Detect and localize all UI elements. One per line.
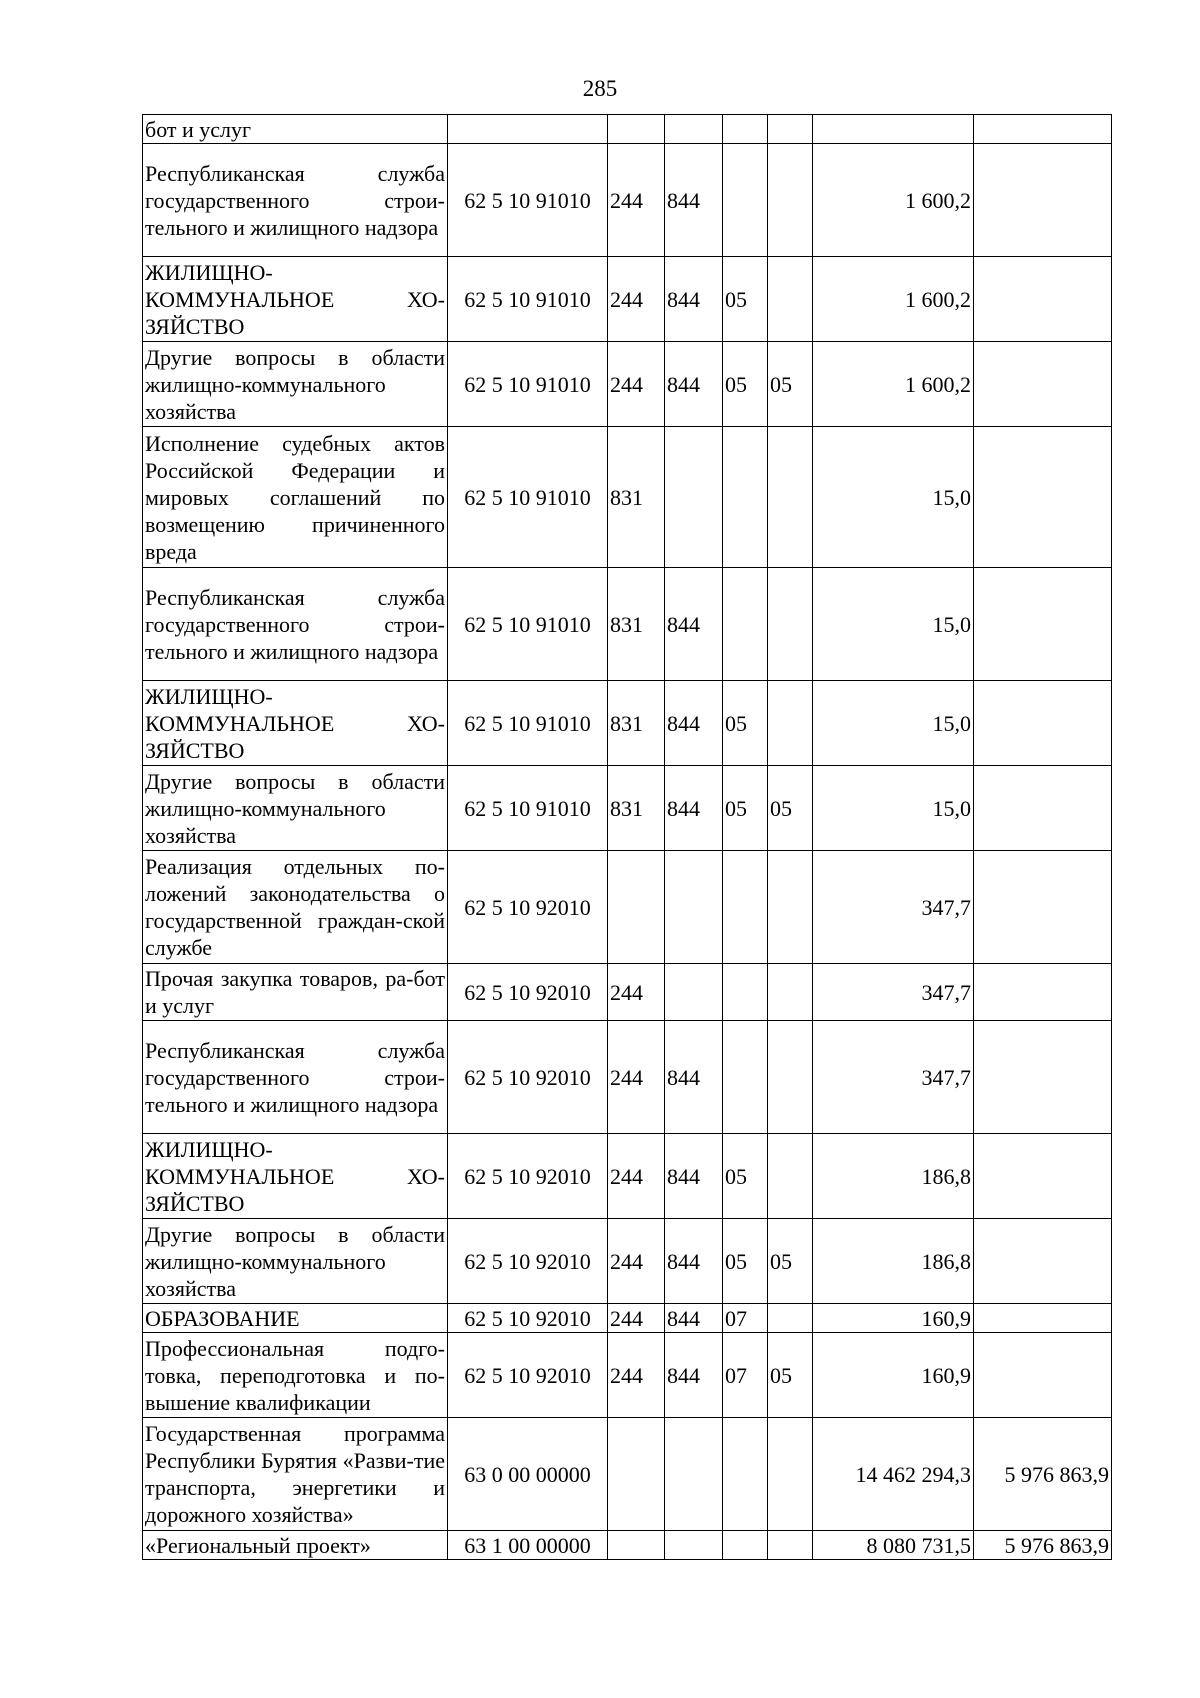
target-article-code-cell: 62 5 10 91010 — [448, 568, 608, 681]
section-code-cell: 07 — [723, 1333, 768, 1418]
amount-cell: 347,7 — [813, 1021, 974, 1134]
target-article-code-cell: 62 5 10 92010 — [448, 851, 608, 964]
expense-type-cell — [608, 1418, 665, 1531]
federal-amount-cell: 5 976 863,9 — [974, 1531, 1112, 1560]
federal-amount-cell — [974, 1134, 1112, 1219]
target-article-code-cell: 62 5 10 91010 — [448, 766, 608, 851]
expense-type-cell — [608, 1531, 665, 1560]
grbs-code-cell: 844 — [665, 1134, 723, 1219]
table-row — [143, 1531, 1112, 1560]
row-name-cell: Другие вопросы в области жилищно-коммунального хозяйства — [143, 342, 448, 427]
table-row — [143, 1304, 1112, 1333]
table-row — [143, 681, 1112, 766]
target-article-code-cell: 62 5 10 91010 — [448, 681, 608, 766]
row-name-cell: Прочая закупка товаров, ра-бот и услуг — [143, 964, 448, 1021]
target-article-code-cell: 62 5 10 92010 — [448, 964, 608, 1021]
federal-amount-cell — [974, 1304, 1112, 1333]
budget-table-body — [143, 115, 1112, 1560]
expense-type-cell: 831 — [608, 427, 665, 568]
section-code-cell — [723, 964, 768, 1021]
grbs-code-cell — [665, 115, 723, 144]
subsection-code-cell — [768, 851, 813, 964]
amount-cell: 160,9 — [813, 1304, 974, 1333]
section-code-cell: 05 — [723, 766, 768, 851]
expense-type-cell: 244 — [608, 1219, 665, 1304]
amount-cell: 160,9 — [813, 1333, 974, 1418]
table-row — [143, 342, 1112, 427]
row-name-cell: Профессиональная подго-товка, переподготовка и по-вышение квалификации — [143, 1333, 448, 1418]
amount-cell: 347,7 — [813, 964, 974, 1021]
row-name-cell: ОБРАЗОВАНИЕ — [143, 1304, 448, 1333]
budget-table — [142, 114, 1112, 1560]
amount-cell: 1 600,2 — [813, 342, 974, 427]
table-row — [143, 851, 1112, 964]
federal-amount-cell — [974, 342, 1112, 427]
grbs-code-cell: 844 — [665, 257, 723, 342]
target-article-code-cell: 62 5 10 92010 — [448, 1304, 608, 1333]
federal-amount-cell — [974, 766, 1112, 851]
federal-amount-cell — [974, 427, 1112, 568]
grbs-code-cell: 844 — [665, 342, 723, 427]
target-article-code-cell: 62 5 10 92010 — [448, 1333, 608, 1418]
grbs-code-cell: 844 — [665, 1333, 723, 1418]
amount-cell: 186,8 — [813, 1219, 974, 1304]
section-code-cell: 05 — [723, 681, 768, 766]
subsection-code-cell — [768, 1134, 813, 1219]
row-name-cell: Исполнение судебных актов Российской Федерации и мировых соглашений по возмещению причиненного вреда — [143, 427, 448, 568]
expense-type-cell: 244 — [608, 342, 665, 427]
grbs-code-cell: 844 — [665, 1219, 723, 1304]
federal-amount-cell — [974, 568, 1112, 681]
target-article-code-cell: 63 1 00 00000 — [448, 1531, 608, 1560]
row-name-cell: «Региональный проект» — [143, 1531, 448, 1560]
subsection-code-cell — [768, 144, 813, 257]
table-row — [143, 568, 1112, 681]
subsection-code-cell: 05 — [768, 1219, 813, 1304]
expense-type-cell: 244 — [608, 1021, 665, 1134]
row-name-cell: бот и услуг — [143, 115, 448, 144]
amount-cell: 186,8 — [813, 1134, 974, 1219]
row-name-cell: Реализация отдельных по-ложений законодательства о государственной граждан-ской службе — [143, 851, 448, 964]
federal-amount-cell — [974, 851, 1112, 964]
federal-amount-cell — [974, 115, 1112, 144]
grbs-code-cell: 844 — [665, 144, 723, 257]
target-article-code-cell: 62 5 10 91010 — [448, 342, 608, 427]
section-code-cell: 05 — [723, 257, 768, 342]
target-article-code-cell: 62 5 10 91010 — [448, 257, 608, 342]
row-name-cell: Республиканская служба государственного строи-тельного и жилищного надзора — [143, 144, 448, 257]
amount-cell: 1 600,2 — [813, 144, 974, 257]
table-row — [143, 427, 1112, 568]
section-code-cell: 05 — [723, 342, 768, 427]
row-name-cell: Республиканская служба государственного строи-тельного и жилищного надзора — [143, 568, 448, 681]
target-article-code-cell: 62 5 10 92010 — [448, 1134, 608, 1219]
federal-amount-cell — [974, 1333, 1112, 1418]
federal-amount-cell — [974, 1021, 1112, 1134]
grbs-code-cell: 844 — [665, 766, 723, 851]
subsection-code-cell — [768, 1304, 813, 1333]
section-code-cell — [723, 1531, 768, 1560]
grbs-code-cell: 844 — [665, 568, 723, 681]
section-code-cell: 07 — [723, 1304, 768, 1333]
federal-amount-cell — [974, 257, 1112, 342]
table-row — [143, 257, 1112, 342]
amount-cell — [813, 115, 974, 144]
subsection-code-cell — [768, 1531, 813, 1560]
expense-type-cell: 244 — [608, 257, 665, 342]
subsection-code-cell — [768, 568, 813, 681]
subsection-code-cell — [768, 427, 813, 568]
federal-amount-cell — [974, 1219, 1112, 1304]
amount-cell: 1 600,2 — [813, 257, 974, 342]
table-row — [143, 766, 1112, 851]
subsection-code-cell — [768, 1418, 813, 1531]
section-code-cell — [723, 851, 768, 964]
amount-cell: 347,7 — [813, 851, 974, 964]
row-name-cell: Другие вопросы в области жилищно-коммунального хозяйства — [143, 1219, 448, 1304]
row-name-cell: Государственная программа Республики Бурятия «Разви-тие транспорта, энергетики и дорожного хозяйства» — [143, 1418, 448, 1531]
grbs-code-cell: 844 — [665, 1304, 723, 1333]
section-code-cell — [723, 1021, 768, 1134]
expense-type-cell — [608, 851, 665, 964]
row-name-cell: ЖИЛИЩНО-КОММУНАЛЬНОЕ ХО-ЗЯЙСТВО — [143, 1134, 448, 1219]
section-code-cell — [723, 568, 768, 681]
amount-cell: 15,0 — [813, 427, 974, 568]
row-name-cell: Республиканская служба государственного строи-тельного и жилищного надзора — [143, 1021, 448, 1134]
section-code-cell — [723, 427, 768, 568]
grbs-code-cell — [665, 1531, 723, 1560]
expense-type-cell: 831 — [608, 568, 665, 681]
row-name-cell: ЖИЛИЩНО-КОММУНАЛЬНОЕ ХО-ЗЯЙСТВО — [143, 681, 448, 766]
expense-type-cell: 831 — [608, 766, 665, 851]
subsection-code-cell: 05 — [768, 342, 813, 427]
expense-type-cell — [608, 115, 665, 144]
section-code-cell: 05 — [723, 1219, 768, 1304]
table-row — [143, 1219, 1112, 1304]
expense-type-cell: 831 — [608, 681, 665, 766]
federal-amount-cell — [974, 681, 1112, 766]
table-row — [143, 1134, 1112, 1219]
target-article-code-cell: 62 5 10 91010 — [448, 144, 608, 257]
subsection-code-cell: 05 — [768, 766, 813, 851]
subsection-code-cell — [768, 681, 813, 766]
grbs-code-cell — [665, 964, 723, 1021]
grbs-code-cell — [665, 1418, 723, 1531]
federal-amount-cell — [974, 144, 1112, 257]
expense-type-cell: 244 — [608, 1333, 665, 1418]
section-code-cell: 05 — [723, 1134, 768, 1219]
table-row — [143, 1333, 1112, 1418]
table-row — [143, 1418, 1112, 1531]
amount-cell: 8 080 731,5 — [813, 1531, 974, 1560]
grbs-code-cell: 844 — [665, 1021, 723, 1134]
row-name-cell: ЖИЛИЩНО-КОММУНАЛЬНОЕ ХО-ЗЯЙСТВО — [143, 257, 448, 342]
subsection-code-cell — [768, 964, 813, 1021]
target-article-code-cell: 62 5 10 91010 — [448, 427, 608, 568]
expense-type-cell: 244 — [608, 1304, 665, 1333]
subsection-code-cell — [768, 1021, 813, 1134]
target-article-code-cell — [448, 115, 608, 144]
target-article-code-cell: 62 5 10 92010 — [448, 1021, 608, 1134]
section-code-cell — [723, 1418, 768, 1531]
grbs-code-cell — [665, 427, 723, 568]
target-article-code-cell: 62 5 10 92010 — [448, 1219, 608, 1304]
grbs-code-cell: 844 — [665, 681, 723, 766]
subsection-code-cell: 05 — [768, 1333, 813, 1418]
section-code-cell — [723, 144, 768, 257]
section-code-cell — [723, 115, 768, 144]
amount-cell: 15,0 — [813, 681, 974, 766]
row-name-cell: Другие вопросы в области жилищно-коммунального хозяйства — [143, 766, 448, 851]
grbs-code-cell — [665, 851, 723, 964]
amount-cell: 15,0 — [813, 568, 974, 681]
federal-amount-cell — [974, 964, 1112, 1021]
table-row — [143, 1021, 1112, 1134]
federal-amount-cell: 5 976 863,9 — [974, 1418, 1112, 1531]
expense-type-cell: 244 — [608, 1134, 665, 1219]
target-article-code-cell: 63 0 00 00000 — [448, 1418, 608, 1531]
expense-type-cell: 244 — [608, 144, 665, 257]
page-number: 285 — [582, 76, 618, 101]
table-row — [143, 964, 1112, 1021]
table-row — [143, 115, 1112, 144]
amount-cell: 14 462 294,3 — [813, 1418, 974, 1531]
amount-cell: 15,0 — [813, 766, 974, 851]
subsection-code-cell — [768, 257, 813, 342]
subsection-code-cell — [768, 115, 813, 144]
table-row — [143, 144, 1112, 257]
expense-type-cell: 244 — [608, 964, 665, 1021]
